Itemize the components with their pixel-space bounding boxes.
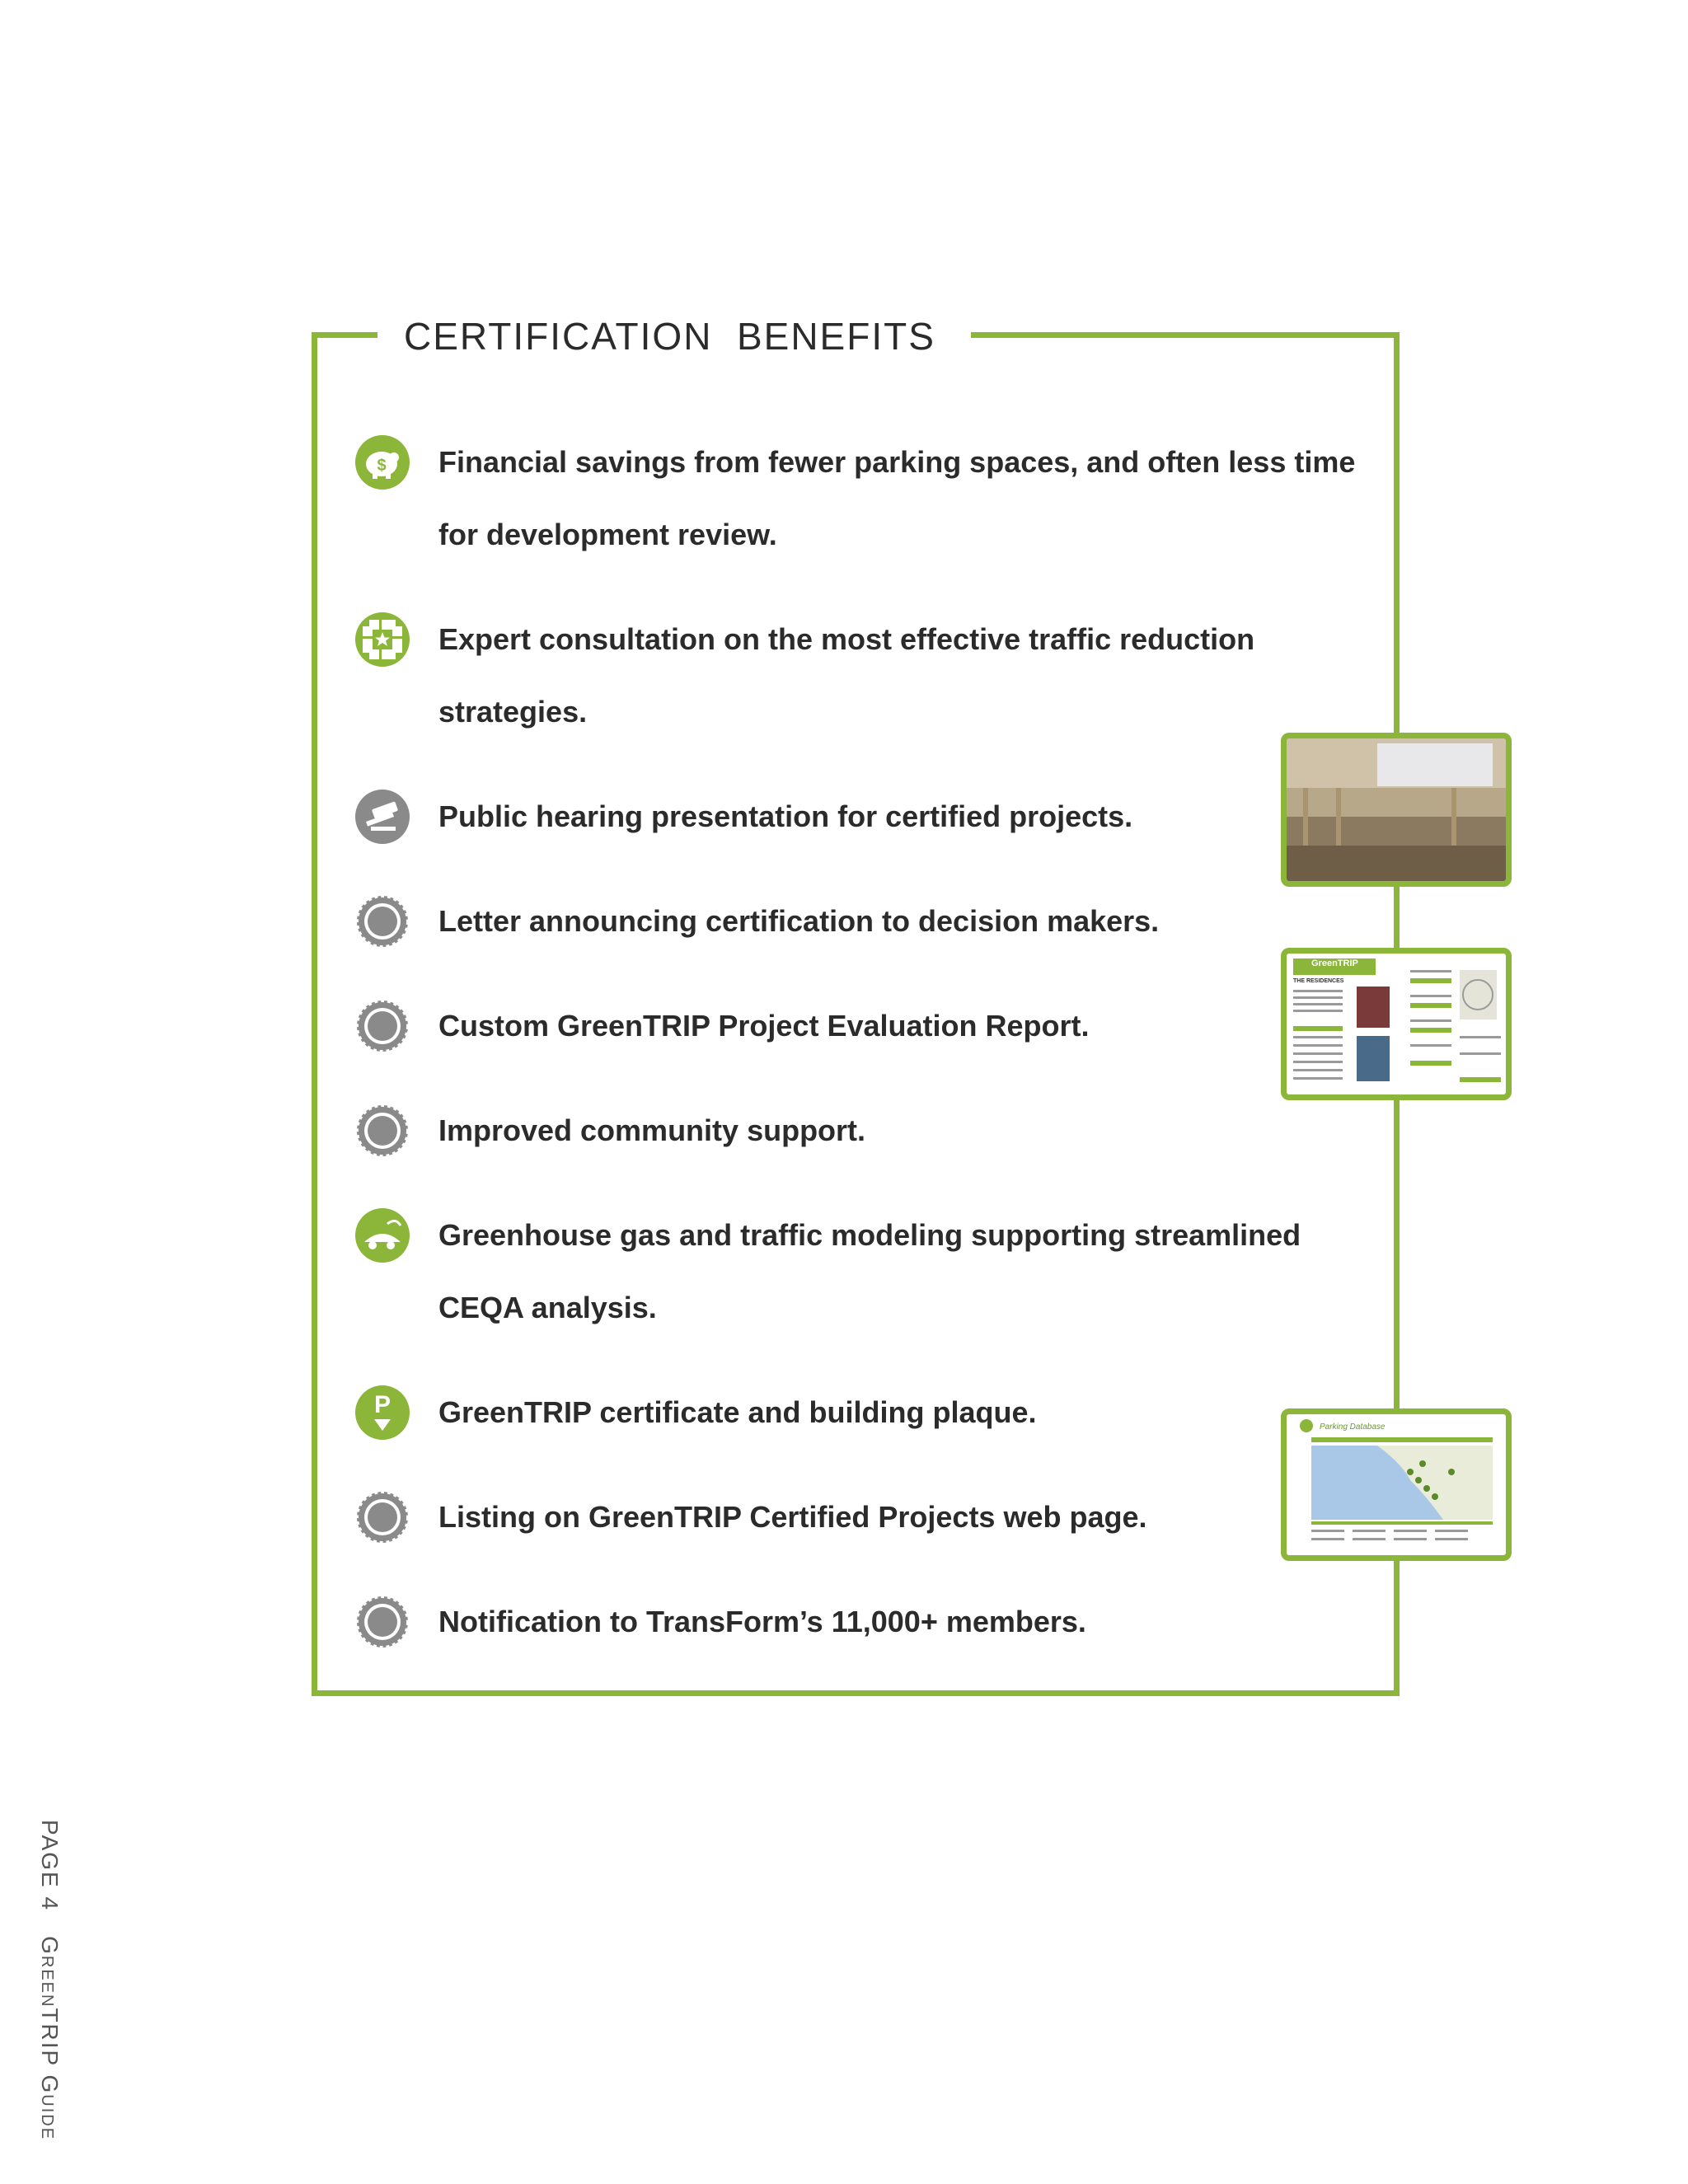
benefit-item [354,1207,1368,1331]
seal-icon [354,998,410,1054]
benefit-item [354,434,1368,558]
benefit-text: Notification to TransForm’s 11,000+ members. [438,1605,1086,1638]
benefit-text: Greenhouse gas and traffic modeling supporting streamlined CEQA analysis. [438,1218,1301,1324]
star-grid-icon [354,612,410,668]
benefit-text: Public hearing presentation for certified projects. [438,799,1133,833]
guide-title: GreenTRIP Guide [37,1936,63,2141]
page-number: PAGE 4 [37,1820,63,1912]
gavel-icon [354,789,410,845]
seal-icon [354,1489,410,1545]
benefit-text: Improved community support. [438,1113,866,1147]
parking-database-thumbnail [1281,1408,1512,1561]
seal-icon [354,1594,410,1650]
benefit-item [354,1594,1368,1652]
parking-icon [354,1385,410,1441]
benefit-item [354,998,1368,1056]
benefit-text: Letter announcing certification to decision makers. [438,904,1160,938]
evaluation-report-thumbnail [1281,948,1512,1100]
seal-icon [354,893,410,949]
car-emissions-icon [354,1207,410,1263]
benefit-text: Custom GreenTRIP Project Evaluation Report. [438,1009,1090,1043]
benefit-item [354,893,1368,951]
benefit-item [354,1385,1368,1442]
web-title: Parking Database [1320,1422,1386,1432]
benefit-text: GreenTRIP certificate and building plaque. [438,1395,1037,1429]
benefit-text: Listing on GreenTRIP Certified Projects web page. [438,1500,1147,1534]
svg-text:P: P [373,1391,392,1418]
benefit-item [354,1103,1368,1160]
report-subtitle: THE RESIDENCES [1293,978,1344,984]
piggy-bank-icon [354,434,410,490]
benefit-item [354,789,1368,846]
report-title: GreenTRIP [1311,958,1358,968]
benefit-text: Expert consultation on the most effective traffic reduction strategies. [438,622,1255,729]
section-heading: CERTIFICATION BENEFITS [404,315,935,358]
benefit-item [354,612,1368,735]
svg-text:$: $ [377,457,387,475]
hearing-room-photo [1281,733,1512,887]
benefit-text: Financial savings from fewer parking spaces, and often less time for development review. [438,445,1356,551]
page-footer [36,1820,63,2140]
seal-icon [354,1103,410,1159]
benefit-item [354,1489,1368,1547]
